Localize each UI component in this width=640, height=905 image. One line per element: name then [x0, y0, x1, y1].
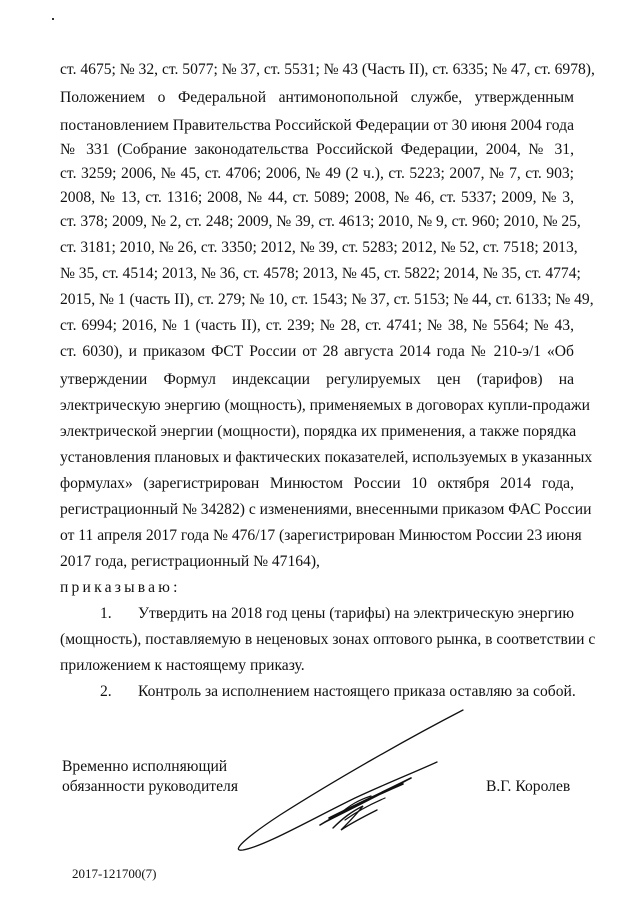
body-line: ст. 6994; 2016, № 1 (часть II), ст. 239; № 28, ст. 4741; № 38, № 5564; № 43, — [60, 317, 574, 334]
body-line: 2008, № 13, ст. 1316; 2008, № 44, ст. 5089; 2008, № 46, ст. 5337; 2009, № 3, — [60, 189, 574, 206]
item-1-line-1 — [100, 604, 574, 624]
item-1-line-3: приложением к настоящему приказу. — [60, 657, 305, 674]
scan-speck — [52, 18, 54, 20]
body-line: № 35, ст. 4514; 2013, № 36, ст. 4578; 2013, № 45, ст. 5822; 2014, № 35, ст. 4774; — [60, 265, 581, 282]
body-line: 2017 года, регистрационный № 47164), — [60, 553, 320, 570]
body-line: ст. 378; 2009, № 2, ст. 248; 2009, № 39, ст. 4613; 2010, № 9, ст. 960; 2010, № 25, — [60, 213, 581, 230]
signatory-position-line-1: Временно исполняющий — [62, 758, 228, 775]
body-line: 2015, № 1 (часть II), ст. 279; № 10, ст. 1543; № 37, ст. 5153; № 44, ст. 6133; № 49, — [60, 291, 594, 308]
body-line: от 11 апреля 2017 года № 476/17 (зарегистрирован Минюстом России 23 июня — [60, 527, 582, 544]
item-2-text: Контроль за исполнением настоящего приказа оставляю за собой. — [138, 683, 576, 700]
body-line: постановлением Правительства Российской Федерации от 30 июня 2004 года — [60, 117, 574, 134]
order-word: приказываю: — [60, 579, 181, 596]
signatory-name: В.Г. Королев — [486, 778, 571, 795]
handwritten-signature — [225, 700, 475, 860]
body-line: формулах» (зарегистрирован Минюстом России 10 октября 2014 года, — [60, 475, 574, 492]
body-line: ст. 3181; 2010, № 26, ст. 3350; 2012, № 39, ст. 5283; 2012, № 52, ст. 7518; 2013, — [60, 239, 578, 256]
item-2-line — [100, 682, 574, 702]
item-2-number: 2. — [100, 683, 112, 700]
item-1-number: 1. — [100, 605, 112, 622]
body-line: ст. 4675; № 32, ст. 5077; № 37, ст. 5531; № 43 (Часть II), ст. 6335; № 47, ст. 6978), — [60, 61, 595, 78]
body-line: регистрационный № 34282) с изменениями, внесенными приказом ФАС России — [60, 501, 592, 518]
body-line: утверждении Формул индексации регулируемых цен (тарифов) на — [60, 371, 574, 388]
body-line: ст. 6030), и приказом ФСТ России от 28 августа 2014 года № 210-э/1 «Об — [60, 343, 574, 360]
item-1-text: Утвердить на 2018 год цены (тарифы) на электрическую энергию — [138, 605, 574, 622]
body-line: установления плановых и фактических показателей, используемых в указанных — [60, 449, 593, 466]
body-line: электрической энергии (мощности), порядка их применения, а также порядка — [60, 423, 577, 440]
body-line: электрическую энергию (мощность), применяемых в договорах купли-продажи — [60, 397, 590, 414]
signatory-position-line-2: обязанности руководителя — [62, 778, 238, 795]
body-line: Положением о Федеральной антимонопольной службе, утвержденным — [60, 89, 574, 106]
item-1-line-2: (мощность), поставляемую в неценовых зонах оптового рынка, в соответствии с — [60, 631, 596, 648]
body-line: № 331 (Собрание законодательства Российской Федерации, 2004, № 31, — [60, 141, 574, 158]
document-registration-number: 2017-121700(7) — [72, 866, 157, 881]
body-line: ст. 3259; 2006, № 45, ст. 4706; 2006, № 49 (2 ч.), ст. 5223; 2007, № 7, ст. 903; — [60, 165, 574, 182]
